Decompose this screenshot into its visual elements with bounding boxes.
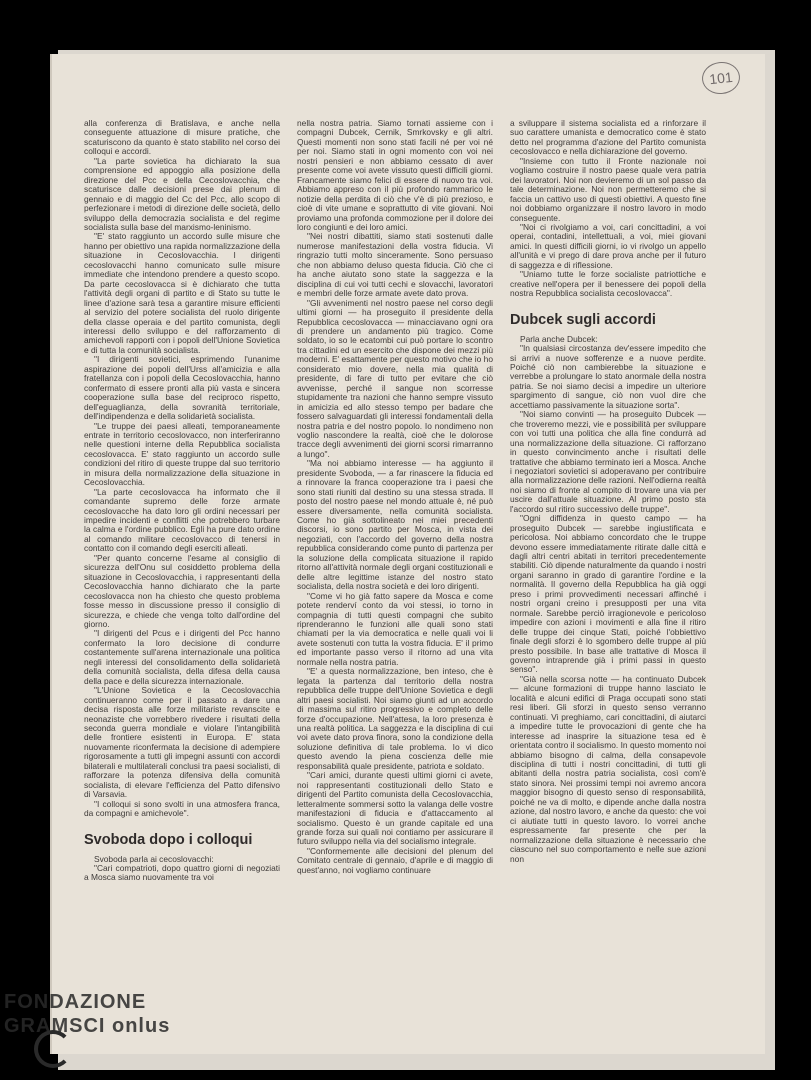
paragraph: nella nostra patria. Siamo tornati assieme con i compagni Dubcek, Cernik, Smrkovsky e gli altri. Questi momenti non sono stati facili né per voi né per noi. Siamo stati in ogni momento con voi nei nostri pensieri e non abbiamo cessato di aver presente come voi avete vissuto questi difficili giorni. Francamente siamo felici di essere di nuovo tra voi. Abbiamo appreso con il più profondo rammarico le notizie della perdita di ciò che v'è di più prezioso, e cioè di vite umane e soprattutto di vite giovani. Noi proviamo una profonda commozione per il dolore dei loro congiunti e dei loro amici. (297, 119, 493, 232)
paragraph: "Noi ci rivolgiamo a voi, cari concittadini, a voi operai, contadini, intellettuali, a voi, miei giovani amici. In questi difficili giorni, io vi rivolgo un appello all'unità e vi prego di dare prova anche per il futuro di saggezza e di riflessione. (510, 221, 706, 270)
paragraph: "La parte sovietica ha dichiarato la sua comprensione ed appoggio alla posizione della direzione del Pcc e della Cecoslovacchia, che scaturisce dalle decisioni prese dai plenum di gennaio e di maggio del Cc del Pcc, allo scopo di perfezionare i metodi di direzione delle società, dello sviluppo della democrazia socialista e del regime socialista sulla base del marxismo-leninismo. (84, 155, 280, 232)
paragraph: "Gli avvenimenti nel nostro paese nel corso degli ultimi giorni — ha proseguito il presidente della Repubblica cecoslovacca — minacciavano ogni ora di prendere un andamento più tragico. Come soldato, io so le ecatombi cui può portare lo scontro tra cittadini ed un esercito che dispone dei mezzi più moderni. E' esattamente per questo motivo che io ho considerato mio dovere, nella mia qualità di presidente, di fare di tutto per evitare che ciò avvenisse, perché il sangue non scorresse stupidamente tra nazioni che hanno sempre vissuto in amicizia ed allo stesso tempo per badare che fossero salvaguardati gli interessi fondamentali della nostra patria e del nostro popolo. Io nondimeno non voglio nascondere la realtà, cioè che le dolorose tracce degli avvenimenti dei giorni scorsi rimarranno a lungo". (297, 297, 493, 459)
paragraph: "L'Unione Sovietica e la Cecoslovacchia continueranno come per il passato a dare una decisa risposta alle forze militariste revanscite e neonaziste che vorrebbero rivedere i risultati della seconda guerra mondiale e violare l'intangibilità delle frontiere esistenti in Europa. E' stata nuovamente riconfermata la decisione di adempiere rigorosamente a tutti gli impegni assunti con accordi bilaterali e multilaterali conclusi tra paesi socialisti, di rafforzare la potenza difensiva della comunità socialista, di elevare l'efficienza del Patto difensivo di Varsavia. (84, 685, 280, 800)
paragraph: Parla anche Dubcek: (520, 333, 598, 344)
paragraph: "E' a questa normalizzazione, ben inteso, che è legata la partenza dal territorio della nostra repubblica delle truppe dell'Unione Sovietica e degli altri paesi socialisti. Noi siamo giunti ad un accordo di massima sul ritiro progressivo e completo delle forze d'occupazione. Nell'attesa, la loro presenza è una realtà politica. La saggezza e la disciplina di cui voi avete dato prova finora, sono la condizione della soluzione definitiva di tale problema. Io vi dico questo avendo la piena coscienza delle mie responsabilità quale presidente, patriota e soldato. (297, 666, 493, 771)
paragraph: "Le truppe dei paesi alleati, temporaneamente entrate in territorio cecoslovacco, non interferiranno nelle questioni interne della Repubblica socialista cecoslovacca. E' stato raggiunto un accordo sulle condizioni del ritiro di queste truppe dal suo territorio in misura della normalizzazione della situazione in Cecoslovacchia. (84, 420, 280, 488)
paragraph: "Già nella scorsa notte — ha continuato Dubcek — alcune formazioni di truppe hanno lasciato le località e alcuni edifici di Praga occupati sono stati resi liberi. Gli sforzi in questo senso verranno continuati. Vi preghiamo, cari concittadini, di aiutarci a impedire tutte le provocazioni di gente che ha interesse ad inasprire la situazione tesa ed è orientata contro il socialismo. In questo momento noi abbiamo bisogno di calma, della consapevole disciplina di tutti i nostri concittadini, di tutti gli abitanti della nostra patria socialista, così com'è stato sinora. Nei prossimi tempi noi avremo ancora maggior bisogno di questo senso di responsabilità, poiché ne va di molto, e dipende anche dalla nostra azione, dal nostro lavoro, e anche da questo: che voi ci aiutiate tutti in questo lavoro. Io vorrei anche espressamente far presente che per la normalizzazione della situazione è necessario che ciascuno nel suo comportamento e nelle sue azioni non (510, 673, 706, 864)
paragraph: alla conferenza di Bratislava, e anche nella conseguente attuazione di misure pratiche, che scaturiscono da quanto è stato stabilito nel corso dei colloqui e accordi. (84, 119, 280, 157)
paragraph: "Insieme con tutto il Fronte nazionale noi vogliamo costruire il nostro paese quale vera patria dei lavoratori. Noi non devieremo di un sol passo da tale determinazione. Noi non permetteremo che si faccia un cattivo uso di questi obiettivi. A questo fine noi dobbiamo organizzare il nostro lavoro in modo conseguente. (510, 155, 706, 223)
paragraph: "Ma noi abbiamo interesse — ha aggiunto il presidente Svoboda, — a far rinascere la fiducia ed a rinnovare la franca cooperazione tra i paesi che sono stati riuniti dal destino su una stessa strada. Il posto del nostro paese nel mondo attuale è, né può essere diversamente, nella comunità socialista. Come ho già sottolineato nei miei precedenti discorsi, io sono partito per Mosca, in vista dei negoziati, con l'accordo del governo della nostra repubblica considerando come punto di partenza per la soluzione della complicata situazione il rapido ritorno all'attività normale degli organi costituzionali e delle altre legittime istanze del nostro stato socialista, della nostra società e dei loro dirigenti. (297, 458, 493, 592)
section-heading-svoboda: Svoboda dopo i colloqui (84, 831, 253, 848)
paragraph: "Cari compatrioti, dopo quattro giorni di negoziati a Mosca siamo nuovamente tra voi (84, 862, 280, 883)
text-column-3 (510, 119, 706, 989)
text-column-2 (297, 119, 493, 989)
paragraph: "I colloqui si sono svolti in una atmosfera franca, da compagni e amichevole". (84, 798, 280, 819)
paragraph: "Come vi ho già fatto sapere da Mosca e come potete renderví conto da voi stessi, io torno in compagnia di tutti questi compagni che subito riprenderanno le funzioni alle quali sono stati chiamati per la via democratica e nelle quali voi li avete sostenuti con tutta la vostra fiducia. E' il primo ed importante passo verso il ritorno ad una vita normale nella nostra patria. (297, 590, 493, 667)
text-column-1 (84, 119, 280, 989)
paragraph: "La parte cecoslovacca ha informato che il comandante supremo delle forze armate cecoslovacche ha dato loro gli ordini necessari per impedire incidenti e conflitti che potrebbero turbare la calma e l'ordine pubblico. Egli ha pure dato ordine al comando militare cecoslovacco di tenersi in contatto con il comando degli eserciti alleati. (84, 486, 280, 554)
paragraph: "Uniamo tutte le forze socialiste patriottiche e creative nell'opera per il benessere dei popoli della nostra Repubblica socialista cecoslovacca". (510, 269, 706, 299)
paragraph: a sviluppare il sistema socialista ed a rinforzare il suo carattere umanista e democratico come è stato detto nel programma d'azione del Partito comunista cecoslovacco e nella dichiarazione del governo. (510, 119, 706, 157)
paragraph: "Ogni diffidenza in questo campo — ha proseguito Dubcek — sarebbe ingiustificata e pericolosa. Noi abbiamo concordato che le truppe devono essere immediatamente ritirate dalle città e dagli altri centri abitati in territori precedentemente stabiliti. Ciò dipende naturalmente da quando i nostri organi saranno in grado di garantire l'ordine e la normalità. Il governo della Repubblica ha già oggi preso i primi provvedimenti necessari affinché i nostri organi creino i presupposti per una vita normale. Sarebbe perciò irragionevole e pericoloso impedire con azioni i movimenti e alla fine il ritiro delle truppe dei cinque Stati, poiché l'obbiettivo finale degli sforzi è lo sgombero delle truppe al più presto possibile. In base alle trattative di Mosca il governo intraprende già i primi passi in questo senso". (510, 513, 706, 675)
archive-watermark: FONDAZIONE GRAMSCI onlus (4, 991, 171, 1037)
paragraph: "Conformemente alle decisioni del plenum del Comitato centrale di gennaio, d'aprile e di maggio di quest'anno, noi vogliamo continuare (297, 845, 493, 875)
paragraph: "In qualsiasi circostanza dev'essere impedito che si arrivi a nuove sofferenze e a nuove perdite. Poiché ciò non cambierebbe la situazione e verrebbe a prolungare lo stato anormale della nostra patria. Se noi siamo decisi a impedire un ulteriore spargimento di sangue, ciò non vuol dire che accettiamo passivamente la situazione sorta". (510, 343, 706, 410)
page-number: 101 (700, 60, 741, 96)
paragraph: "Cari amici, durante questi ultimi giorni ci avete, noi rappresentanti costituzionali dello Stato e dirigenti del Partito comunista della Cecoslovacchia, letteralmente sommersi sotto la valanga delle vostre manifestazioni di fiducia e d'attaccamento al socialismo. Questo è un grande capitale ed una grande forza sui quali noi contiamo per assicurare il futuro sviluppo nella via del socialismo integrale. (297, 770, 493, 847)
paragraph: "I dirigenti sovietici, esprimendo l'unanime aspirazione dei popoli dell'Urss all'amicizia e alla fratellanza con i popoli della Cecoslovacchia, hanno confermato di essere pronti alla più vasta e sincera cooperazione sulla base del reciproco rispetto, dell'eguaglianza, della sovranità territoriale, dell'indipendenza e della solidarietà socialista. (84, 354, 280, 422)
paragraph: "E' stato raggiunto un accordo sulle misure che hanno per obiettivo una rapida normalizzazione della situazione in Cecoslovacchia. I dirigenti cecoslovacchi hanno comunicato sulle misure immediate che intendono prendere a questo scopo. Da parte cecoslovacca si è dichiarato che tutta l'attività degli organi di partito e di Stato su tutte le linee d'azione sarà tesa a garantire misure efficienti al servizio del potere socialista del ruolo dirigente della classe operaia e del partito comunista, degli interessi dello sviluppo e del rafforzamento di amichevoli rapporti con i popoli dell'Unione Sovietica e di tutta la comunità socialista. (84, 231, 280, 355)
section-heading-dubcek: Dubcek sugli accordi (510, 311, 656, 328)
paragraph: "Nei nostri dibattiti, siamo stati sostenuti dalle numerose manifestazioni della vostra fiducia. Vi ringrazio tutti molto sinceramente. Sono persuaso che non abbiamo deluso questa fiducia. Ciò che ci ha anche aiutato sono state la saggezza e la disciplina di cui voi tutti cechi e slovacchi, lavoratori e membri delle forze armate avete dato prova. (297, 231, 493, 299)
paragraph: Svoboda parla ai cecoslovacchi: (94, 853, 214, 864)
paragraph: "I dirigenti del Pcus e i dirigenti del Pcc hanno confermato la loro decisione di condurre costantemente sull'arena internazionale una politica negli interessi del consolidamento della solidarietà della comunità socialista, della difesa della causa della pace e della sicurezza internazionale. (84, 628, 280, 686)
paragraph: "Noi siamo convinti — ha proseguito Dubcek — che troveremo mezzi, vie e possibilità per sviluppare con voi tutti una politica che alla fine condurrà ad una normalizzazione della situazione. Ci rafforzano in questo convincimento anche i risultati delle trattative che abbiamo terminato ieri a Mosca. Anche i negoziatori sovietici si adoperavano per contribuire alla normalizzazione delle razioni. Nell'odierna realtà noi siamo di fronte al compito di trovare una via per uscire dall'attuale situazione. Al primo posto sta l'accordo sul ritiro successivo delle truppe". (510, 409, 706, 514)
paragraph: "Per quanto concerne l'esame al consiglio di sicurezza dell'Onu sul cosiddetto problema della situazione in Cecoslovacchia, i rappresentanti della Cecoslovacchia hanno dichiarato che la parte cecoslovacca non ha chiesto che questo problema fosse messo in discussione presso il consiglio di sicurezza, e chiede che venga tolto dall'ordine del giorno. (84, 552, 280, 630)
